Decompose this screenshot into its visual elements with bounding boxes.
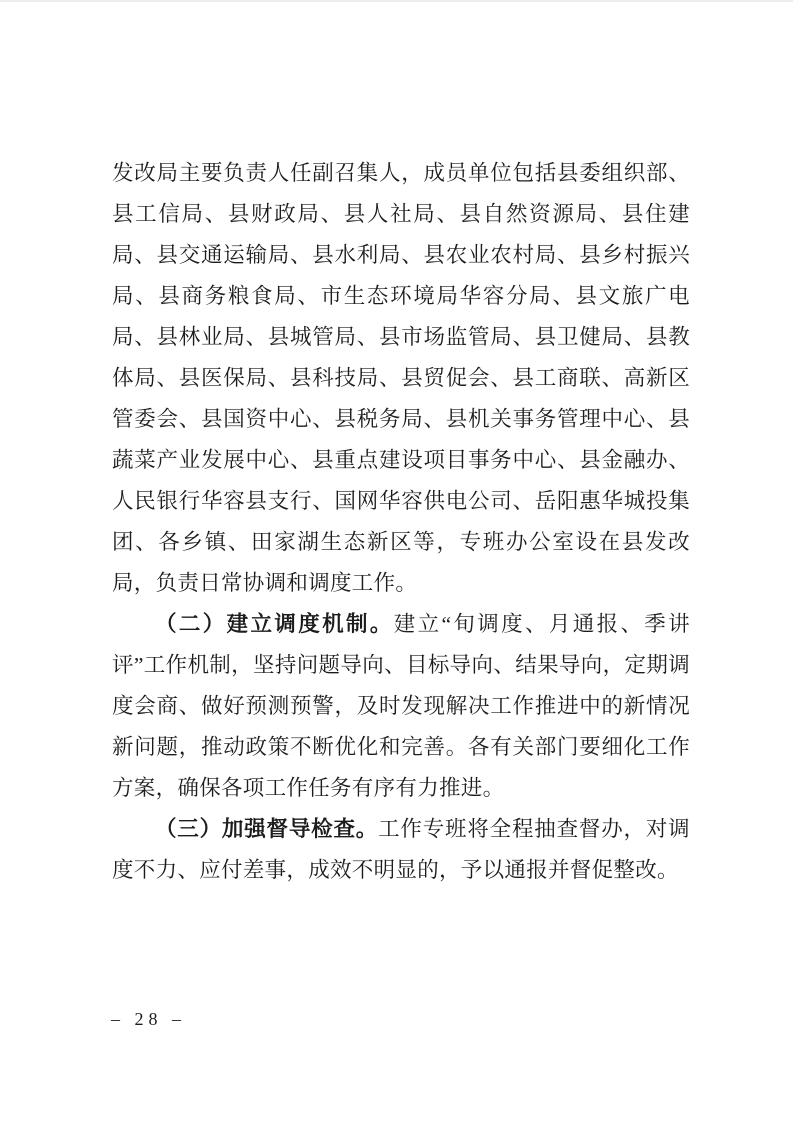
- paragraph-heading-3: （三）加强督导检查。: [155, 817, 379, 841]
- paragraph-text: 建立“旬调度、月通报、季讲评”工作机制，坚持问题导向、目标导向、结果导向，定期调度会商、做好预测预警，及时发现解决工作推进中的新情况新问题，推动政策不断优化和完善。各有关部门要细化工作方案，确保各项工作任务有序有力推进。: [112, 612, 690, 800]
- paragraph-text: 发改局主要负责人任副召集人，成员单位包括县委组织部、县工信局、县财政局、县人社局、县自然资源局、县住建局、县交通运输局、县水利局、县农业农村局、县乡村振兴局、县商务粮食局、市生态环境局华容分局、县文旅广电局、县林业局、县城管局、县市场监管局、县卫健局、县教体局、县医保局、县科技局、县贸促会、县工商联、高新区管委会、县国资中心、县税务局、县机关事务管理中心、县蔬菜产业发展中心、县重点建设项目事务中心、县金融办、人民银行华容县支行、国网华容供电公司、岳阳惠华城投集团、各乡镇、田家湖生态新区等，专班办公室设在县发改局，负责日常协调和调度工作。: [112, 161, 690, 595]
- document-body: [112, 153, 690, 891]
- paragraph-supervision-inspection: [112, 809, 690, 891]
- paragraph-dispatch-mechanism: [112, 604, 690, 809]
- page-number: – 28 –: [111, 1009, 186, 1029]
- paragraph-members-list: [112, 153, 690, 604]
- paragraph-text: 工作专班将全程抽查督办，对调度不力、应付差事，成效不明显的，予以通报并督促整改。: [112, 817, 690, 882]
- paragraph-heading-2: （二）建立调度机制。: [155, 612, 394, 636]
